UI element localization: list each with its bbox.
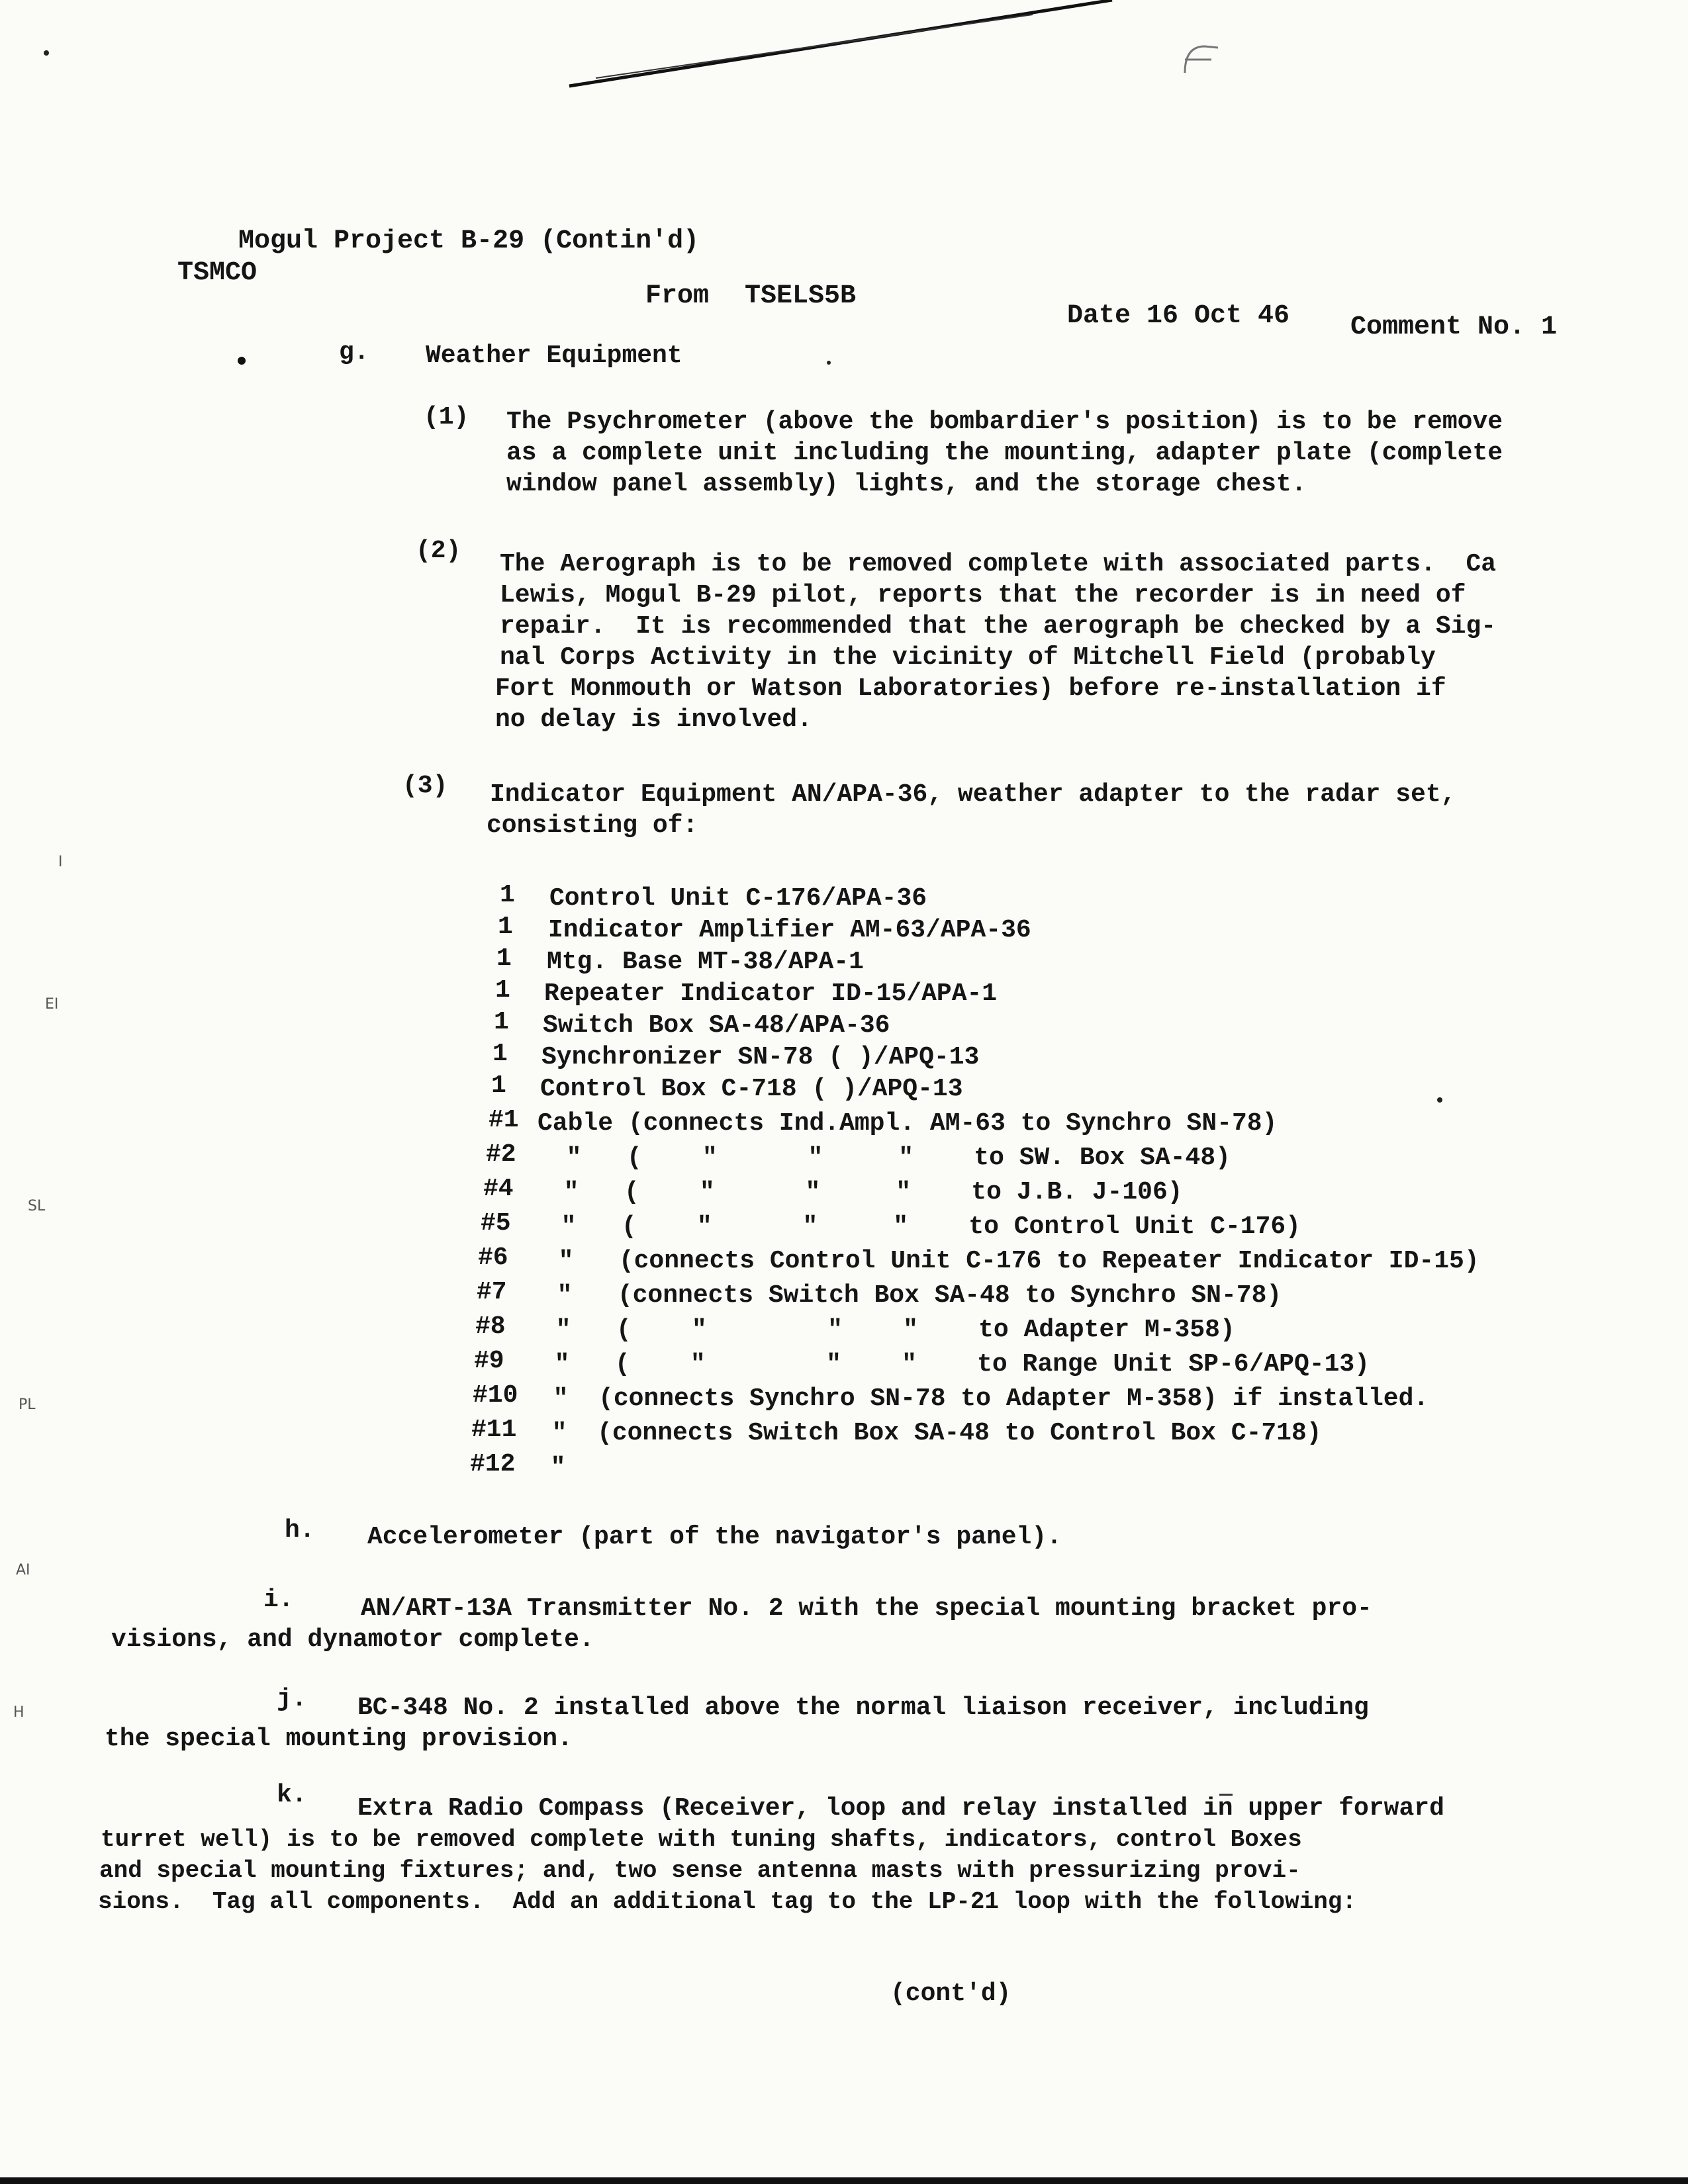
scan-edge: [0, 2177, 1688, 2184]
bullet-dot: [238, 357, 246, 365]
item-1-line: window panel assembly) lights, and the storage chest.: [506, 470, 1307, 498]
cable-number: #10: [473, 1381, 518, 1410]
item-3-line: Indicator Equipment AN/APA-36, weather adapter to the radar set,: [490, 780, 1456, 809]
cable-number: #5: [481, 1209, 511, 1238]
cable-desc: " (connects Switch Box SA-48 to Control Box C-718): [522, 1419, 1322, 1447]
part-qty: 1: [500, 881, 515, 909]
doc-title: Mogul Project B-29 (Contin'd): [238, 226, 700, 256]
section-j-line: BC-348 No. 2 installed above the normal liaison receiver, including: [357, 1694, 1369, 1722]
doc-date: Date 16 Oct 46: [1067, 301, 1290, 331]
from-label: From: [645, 281, 710, 311]
office-code: TSMCO: [177, 258, 258, 288]
part-name: Switch Box SA-48/APA-36: [543, 1011, 890, 1040]
cable-number: #7: [477, 1278, 507, 1306]
part-qty: 1: [491, 1071, 506, 1100]
from-value: TSELS5B: [745, 281, 857, 311]
part-name: Synchronizer SN-78 ( )/APQ-13: [541, 1043, 980, 1071]
speck: [1437, 1097, 1442, 1103]
item-1-line: as a complete unit including the mounting, adapter plate (complete: [506, 439, 1503, 467]
item-2-line: Lewis, Mogul B-29 pilot, reports that the recorder is in need of: [500, 581, 1466, 610]
cable-desc: " ( " " " to J.B. J-106): [534, 1178, 1183, 1206]
cable-number: #6: [478, 1244, 508, 1272]
cable-desc: Cable (connects Ind.Ampl. AM-63 to Synchro SN-78): [538, 1109, 1278, 1138]
section-i-line: visions, and dynamotor complete.: [111, 1625, 594, 1654]
speck: [827, 361, 831, 365]
part-qty: 1: [495, 976, 510, 1005]
cable-desc: " (connects Control Unit C-176 to Repeater Indicator ID-15): [528, 1247, 1479, 1275]
part-name: Mtg. Base MT-38/APA-1: [547, 948, 864, 976]
margin-mark: EI: [45, 996, 59, 1013]
item-2-line: repair. It is recommended that the aerograph be checked by a Sig-: [500, 612, 1497, 641]
section-j-letter: j.: [277, 1685, 307, 1713]
part-name: Indicator Amplifier AM-63/APA-36: [548, 916, 1031, 944]
comment-number: Comment No. 1: [1350, 312, 1558, 342]
part-qty: 1: [494, 1008, 509, 1036]
cable-desc: " ( " " " to SW. Box SA-48): [536, 1144, 1231, 1172]
cable-number: #1: [489, 1106, 519, 1134]
section-h-text: Accelerometer (part of the navigator's panel).: [367, 1523, 1062, 1551]
cable-number: #2: [486, 1140, 516, 1169]
speck: [44, 50, 49, 56]
cable-desc: " ( " " " to Range Unit SP-6/APQ-13): [524, 1350, 1370, 1379]
cable-desc: " (connects Synchro SN-78 to Adapter M-358) if installed.: [523, 1385, 1429, 1413]
section-k-line: Extra Radio Compass (Receiver, loop and relay installed in upper forward: [357, 1794, 1444, 1823]
item-3-line: consisting of:: [487, 811, 698, 840]
cable-desc: ": [520, 1453, 566, 1482]
continued-note: (cont'd): [890, 1979, 1011, 2008]
item-1-line: The Psychrometer (above the bombardier's position) is to be remove: [506, 408, 1503, 436]
section-g-letter: g.: [339, 338, 369, 367]
cable-number: #4: [483, 1175, 514, 1203]
margin-mark: I: [58, 854, 63, 870]
section-j-line: the special mounting provision.: [105, 1725, 573, 1753]
part-name: Control Unit C-176/APA-36: [549, 884, 927, 913]
section-k-letter: k.: [277, 1781, 307, 1809]
margin-mark: AI: [16, 1562, 30, 1578]
cable-desc: " ( " " " to Adapter M-358): [526, 1316, 1235, 1344]
part-name: Control Box C-718 ( )/APQ-13: [540, 1075, 963, 1103]
part-qty: 1: [498, 913, 513, 941]
part-qty: 1: [496, 944, 512, 973]
part-qty: 1: [492, 1040, 508, 1068]
margin-mark: SL: [28, 1198, 46, 1214]
section-h-letter: h.: [285, 1516, 315, 1545]
handwritten-mark: [1185, 46, 1218, 73]
cable-number: #11: [471, 1416, 517, 1444]
cable-number: #9: [474, 1347, 504, 1375]
item-2-number: (2): [416, 537, 461, 565]
cable-desc: " (connects Switch Box SA-48 to Synchro SN-78): [527, 1281, 1282, 1310]
section-i-line: AN/ART-13A Transmitter No. 2 with the special mounting bracket pro-: [361, 1594, 1372, 1623]
pen-stroke-faint: [596, 15, 1033, 78]
section-k-line: sions. Tag all components. Add an additional tag to the LP-21 loop with the following:: [98, 1888, 1357, 1915]
cable-number: #8: [475, 1312, 506, 1341]
margin-mark: H: [13, 1704, 24, 1721]
margin-mark: PL: [19, 1396, 36, 1413]
item-2-line: The Aerograph is to be removed complete with associated parts. Ca: [500, 550, 1497, 578]
section-g-heading: Weather Equipment: [426, 341, 682, 370]
section-k-line: and special mounting fixtures; and, two sense antenna masts with pressurizing provi-: [99, 1857, 1301, 1884]
item-2-line: nal Corps Activity in the vicinity of Mitchell Field (probably: [500, 643, 1436, 672]
section-k-line: turret well) is to be removed complete with tuning shafts, indicators, control Boxes: [101, 1826, 1302, 1853]
item-1-number: (1): [424, 403, 469, 432]
item-2-line: no delay is involved.: [495, 705, 812, 734]
section-i-letter: i.: [263, 1586, 294, 1614]
cable-number: #12: [470, 1450, 516, 1479]
cable-desc: " ( " " " to Control Unit C-176): [531, 1212, 1301, 1241]
item-2-line: Fort Monmouth or Watson Laboratories) before re-installation if: [495, 674, 1446, 703]
item-3-number: (3): [402, 772, 448, 800]
part-name: Repeater Indicator ID-15/APA-1: [544, 979, 998, 1008]
